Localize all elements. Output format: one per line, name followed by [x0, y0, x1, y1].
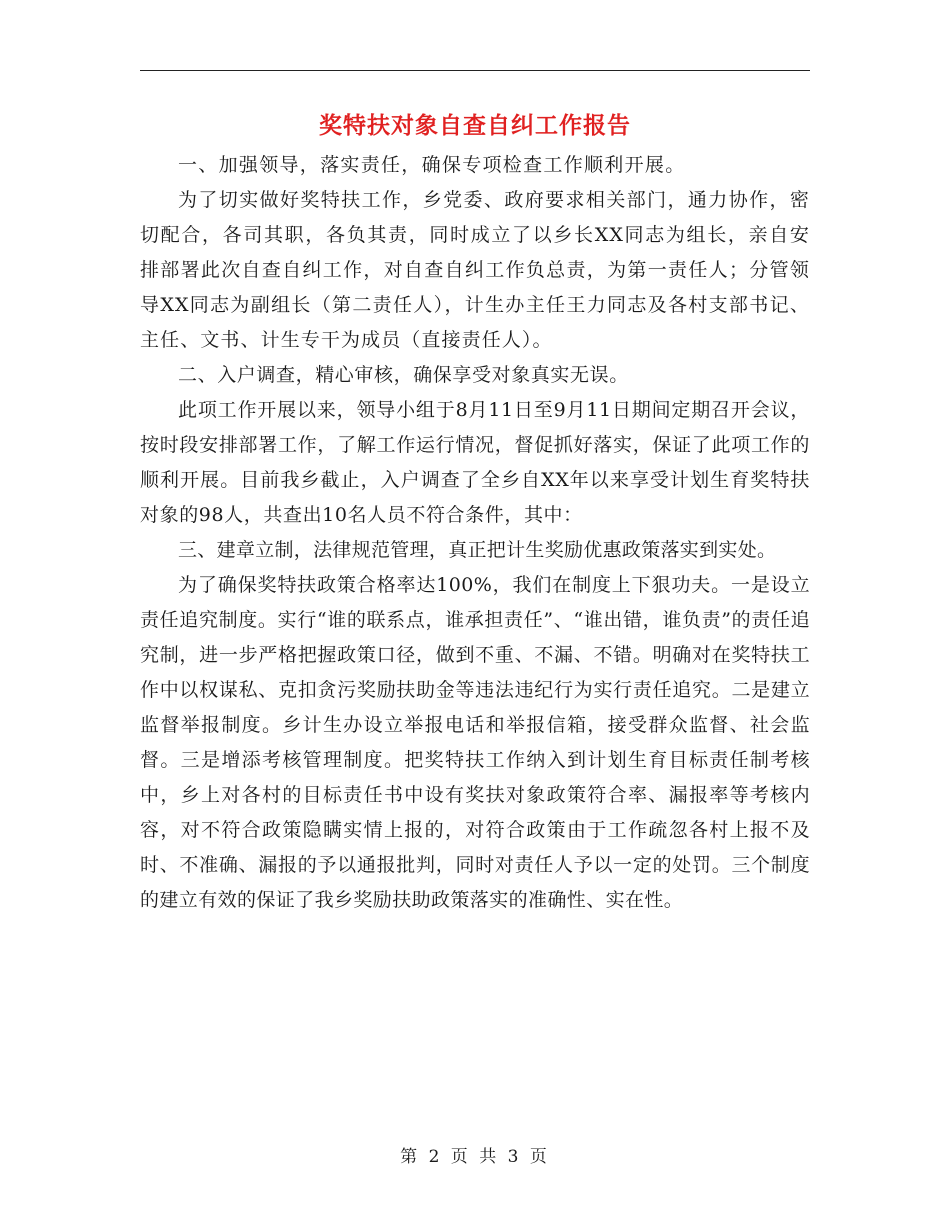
body-paragraph-1: 为了切实做好奖特扶工作，乡党委、政府要求相关部门，通力协作，密切配合，各司其职，各负其责，同时成立了以乡长XX同志为组长，亲自安排部署此次自查自纠工作，对自查自纠工作负总责，为第一责任人；分管领导XX同志为副组长（第二责任人），计生办主任王力同志及各村支部书记、主任、文书、计生专干为成员（直接责任人）。	[140, 189, 810, 351]
body-paragraph-2: 此项工作开展以来，领导小组于8月11日至9月11日期间定期召开会议，按时段安排部署工作，了解工作运行情况，督促抓好落实，保证了此项工作的顺利开展。目前我乡截止，入户调查了全乡自XX年以来享受计划生育奖特扶对象的98人，共查出10名人员不符合条件，其中：	[140, 399, 810, 526]
page-number-footer: 第 2 页 共 3 页	[400, 1147, 550, 1167]
section-heading-1: 一、加强领导，落实责任，确保专项检查工作顺利开展。	[178, 154, 686, 176]
document-title: 奖特扶对象自查自纠工作报告	[319, 112, 631, 139]
document-body	[140, 148, 810, 918]
header-rule	[140, 70, 810, 71]
body-paragraph-3: 为了确保奖特扶政策合格率达100%，我们在制度上下狠功夫。一是设立责任追究制度。实行“谁的联系点，谁承担责任”、“谁出错，谁负责”的责任追究制，进一步严格把握政策口径，做到不重、不漏、不错。明确对在奖特扶工作中以权谋私、克扣贪污奖励扶助金等违法违纪行为实行责任追究。二是建立监督举报制度。乡计生办设立举报电话和举报信箱，接受群众监督、社会监督。三是增添考核管理制度。把奖特扶工作纳入到计划生育目标责任制考核中，乡上对各村的目标责任书中设有奖扶对象政策符合率、漏报率等考核内容，对不符合政策隐瞒实情上报的，对符合政策由于工作疏忽各村上报不及时、不准确、漏报的予以通报批判，同时对责任人予以一定的处罚。三个制度的建立有效的保证了我乡奖励扶助政策落实的准确性、实在性。	[140, 574, 810, 911]
section-heading-3: 三、建章立制，法律规范管理，真正把计生奖励优惠政策落实到实处。	[178, 539, 777, 561]
section-heading-2: 二、入户调查，精心审核，确保享受对象真实无误。	[178, 364, 629, 386]
